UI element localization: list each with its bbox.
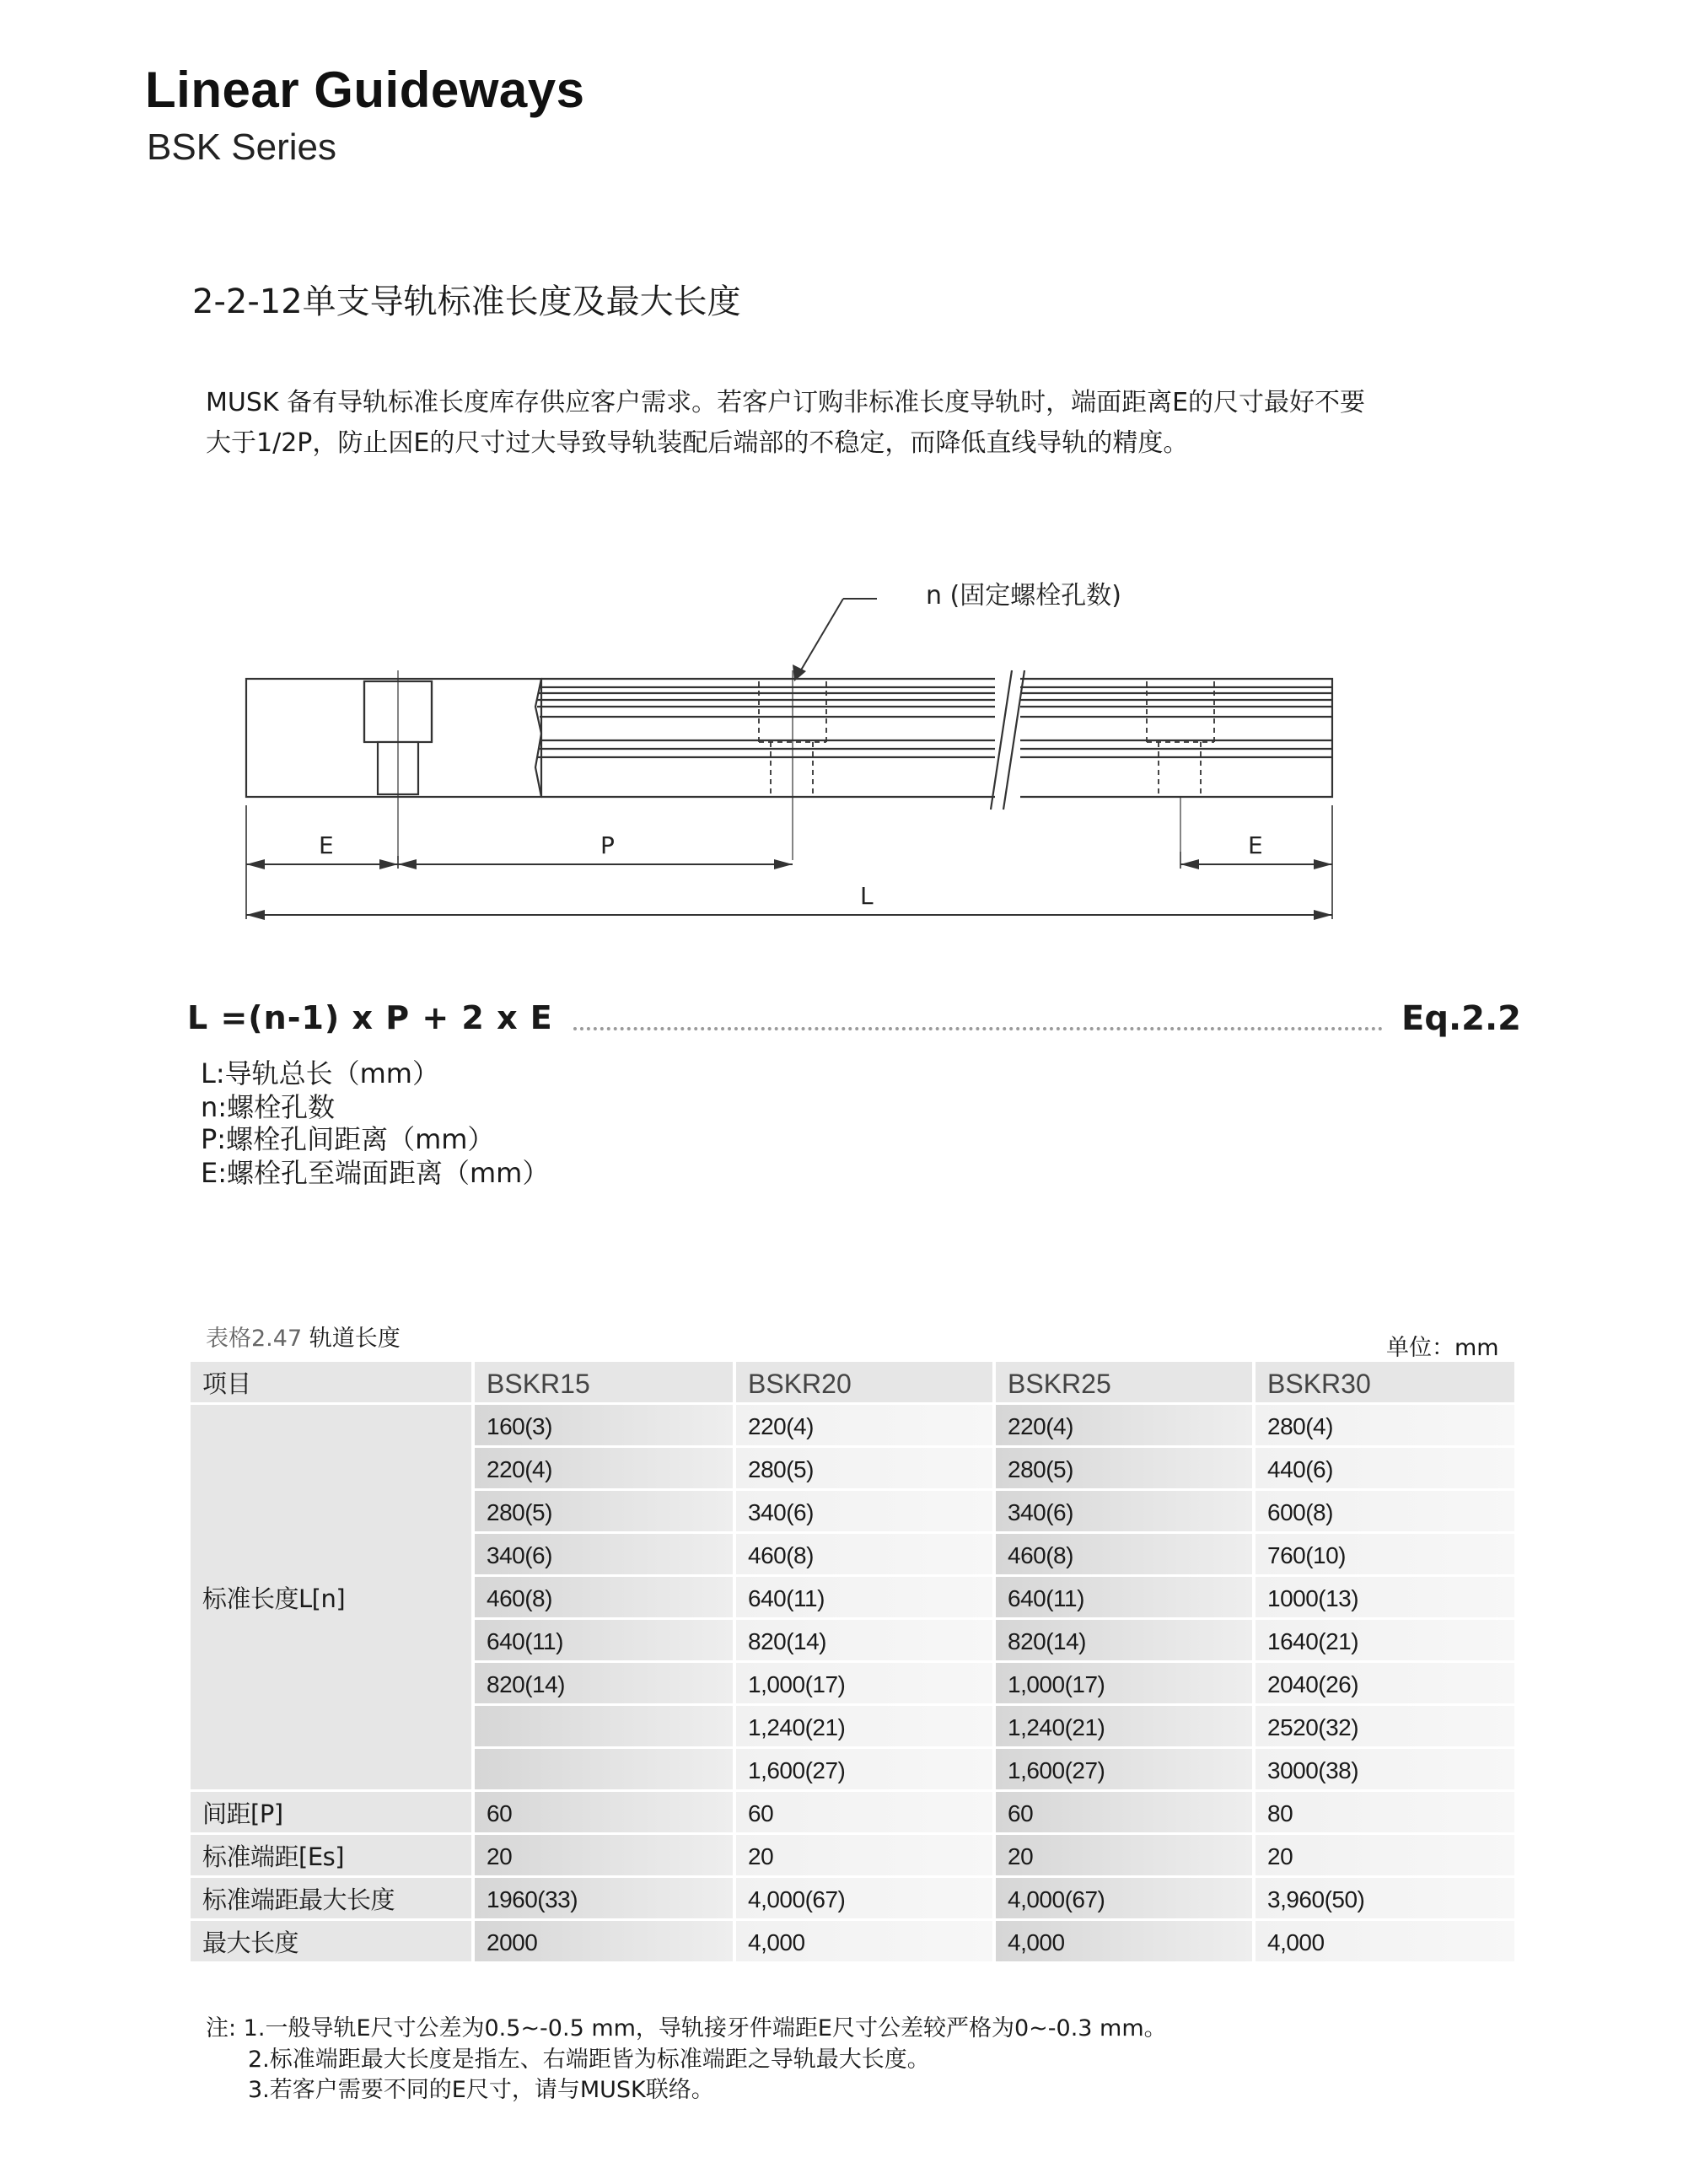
row-label: 标准端距最大长度 bbox=[191, 1878, 471, 1918]
table-cell: 80 bbox=[1256, 1792, 1514, 1832]
intro-text-line-2: 大于1/2P，防止因E的尺寸过大导致导轨装配后端部的不稳定，而降低直线导轨的精度。 bbox=[206, 428, 1189, 458]
dim-label-e-left: E bbox=[319, 831, 334, 859]
table-cell: 4,000(67) bbox=[996, 1878, 1252, 1918]
table-cell: 20 bbox=[736, 1835, 992, 1875]
table-cell bbox=[475, 1749, 733, 1789]
row-label: 标准端距[Es] bbox=[191, 1835, 471, 1875]
table-cell: 20 bbox=[1256, 1835, 1514, 1875]
table-cell: 280(5) bbox=[475, 1491, 733, 1531]
row-label: 最大长度 bbox=[191, 1921, 471, 1961]
table-cell: 60 bbox=[736, 1792, 992, 1832]
table-cell: 460(8) bbox=[475, 1577, 733, 1617]
table-cell: 1,000(17) bbox=[996, 1663, 1252, 1703]
table-cell: 460(8) bbox=[736, 1534, 992, 1574]
length-table bbox=[191, 1362, 1514, 1964]
page-subtitle: BSK Series bbox=[147, 126, 336, 168]
table-cell: 4,000(67) bbox=[736, 1878, 992, 1918]
table-header-row bbox=[191, 1362, 1514, 1402]
table-cell: 820(14) bbox=[996, 1620, 1252, 1660]
table-cell: 1,000(17) bbox=[736, 1663, 992, 1703]
row-label: 间距[P] bbox=[191, 1792, 471, 1832]
table-cell: 340(6) bbox=[996, 1491, 1252, 1531]
table-cell: 60 bbox=[475, 1792, 733, 1832]
header-item: 项目 bbox=[191, 1362, 471, 1402]
dim-label-p: P bbox=[600, 831, 615, 859]
table-cell: 1,240(21) bbox=[736, 1706, 992, 1746]
table-row bbox=[191, 1663, 1514, 1703]
table-row bbox=[191, 1878, 1514, 1918]
intro-text-line-1: MUSK 备有导轨标准长度库存供应客户需求。若客户订购非标准长度导轨时，端面距离E的尺寸最好不要 bbox=[206, 388, 1366, 417]
table-cell: 60 bbox=[996, 1792, 1252, 1832]
std-length-label: 标准长度L[n] bbox=[202, 1584, 346, 1613]
table-title: 轨道长度 bbox=[309, 1326, 401, 1352]
table-row bbox=[191, 1921, 1514, 1961]
table-row bbox=[191, 1835, 1514, 1875]
table-cell: 20 bbox=[996, 1835, 1252, 1875]
table-cell: 440(6) bbox=[1256, 1448, 1514, 1488]
table-cell: 820(14) bbox=[736, 1620, 992, 1660]
table-cell: 3,960(50) bbox=[1256, 1878, 1514, 1918]
table-cell: 280(5) bbox=[736, 1448, 992, 1488]
table-cell: 1,600(27) bbox=[736, 1749, 992, 1789]
variable-n: n:螺栓孔数 bbox=[201, 1091, 336, 1123]
table-number: 表格2.47 bbox=[206, 1326, 303, 1352]
dim-label-e-right: E bbox=[1248, 831, 1263, 859]
table-row bbox=[191, 1405, 1514, 1445]
table-cell: 1640(21) bbox=[1256, 1620, 1514, 1660]
page-title: Linear Guideways bbox=[145, 62, 585, 118]
table-caption bbox=[206, 1320, 401, 1353]
table-cell: 340(6) bbox=[475, 1534, 733, 1574]
table-cell: 600(8) bbox=[1256, 1491, 1514, 1531]
table-cell: 460(8) bbox=[996, 1534, 1252, 1574]
table-cell: 220(4) bbox=[475, 1448, 733, 1488]
table-cell: 2000 bbox=[475, 1921, 733, 1961]
callout-label: n (固定螺栓孔数) bbox=[926, 581, 1121, 611]
table-cell: 4,000 bbox=[996, 1921, 1252, 1961]
table-cell: 2520(32) bbox=[1256, 1706, 1514, 1746]
table-cell: 220(4) bbox=[996, 1405, 1252, 1445]
table-cell: 1,240(21) bbox=[996, 1706, 1252, 1746]
table-cell bbox=[475, 1706, 733, 1746]
header-bskr20: BSKR20 bbox=[736, 1362, 992, 1402]
table-unit: 单位：mm bbox=[1386, 1335, 1499, 1361]
table-row bbox=[191, 1792, 1514, 1832]
note-2: 2.标准端距最大长度是指左、右端距皆为标准端距之导轨最大长度。 bbox=[248, 2047, 930, 2073]
header-bskr15: BSKR15 bbox=[475, 1362, 733, 1402]
table-cell: 820(14) bbox=[475, 1663, 733, 1703]
section-title: 2-2-12单支导轨标准长度及最大长度 bbox=[192, 282, 741, 321]
table-row bbox=[191, 1577, 1514, 1617]
rail-diagram bbox=[236, 565, 1366, 936]
dotted-leader bbox=[573, 1027, 1383, 1030]
header-bskr25: BSKR25 bbox=[996, 1362, 1252, 1402]
table-cell: 2040(26) bbox=[1256, 1663, 1514, 1703]
table-row bbox=[191, 1448, 1514, 1488]
table-cell: 1000(13) bbox=[1256, 1577, 1514, 1617]
table-cell: 160(3) bbox=[475, 1405, 733, 1445]
table-cell: 280(4) bbox=[1256, 1405, 1514, 1445]
table-cell: 20 bbox=[475, 1835, 733, 1875]
table-row bbox=[191, 1491, 1514, 1531]
formula: L =(n-1) x P + 2 x E bbox=[187, 999, 553, 1036]
variable-l: L:导轨总长（mm） bbox=[201, 1057, 439, 1089]
table-row bbox=[191, 1706, 1514, 1746]
variable-p: P:螺栓孔间距离（mm） bbox=[201, 1123, 495, 1155]
table-cell: 4,000 bbox=[736, 1921, 992, 1961]
header-bskr30: BSKR30 bbox=[1256, 1362, 1514, 1402]
table-cell: 4,000 bbox=[1256, 1921, 1514, 1961]
equation-label: Eq.2.2 bbox=[1401, 999, 1522, 1038]
dim-label-l: L bbox=[860, 882, 874, 910]
table-cell: 760(10) bbox=[1256, 1534, 1514, 1574]
table-cell: 640(11) bbox=[996, 1577, 1252, 1617]
table-cell: 640(11) bbox=[736, 1577, 992, 1617]
table-cell: 3000(38) bbox=[1256, 1749, 1514, 1789]
table-row bbox=[191, 1534, 1514, 1574]
note-1: 注: 1.一般导轨E尺寸公差为0.5~-0.5 mm，导轨接牙件端距E尺寸公差较严格为0~-0.3 mm。 bbox=[206, 2015, 1167, 2041]
table-cell: 640(11) bbox=[475, 1620, 733, 1660]
table-row bbox=[191, 1620, 1514, 1660]
extra-rows bbox=[191, 1792, 1514, 1961]
note-3: 3.若客户需要不同的E尺寸，请与MUSK联络。 bbox=[248, 2077, 714, 2103]
variable-e: E:螺栓孔至端面距离（mm） bbox=[201, 1157, 550, 1189]
table-cell: 280(5) bbox=[996, 1448, 1252, 1488]
table-cell: 220(4) bbox=[736, 1405, 992, 1445]
table-cell: 1960(33) bbox=[475, 1878, 733, 1918]
table-row bbox=[191, 1749, 1514, 1789]
table-cell: 340(6) bbox=[736, 1491, 992, 1531]
std-length-rows bbox=[191, 1405, 1514, 1792]
table-cell: 1,600(27) bbox=[996, 1749, 1252, 1789]
